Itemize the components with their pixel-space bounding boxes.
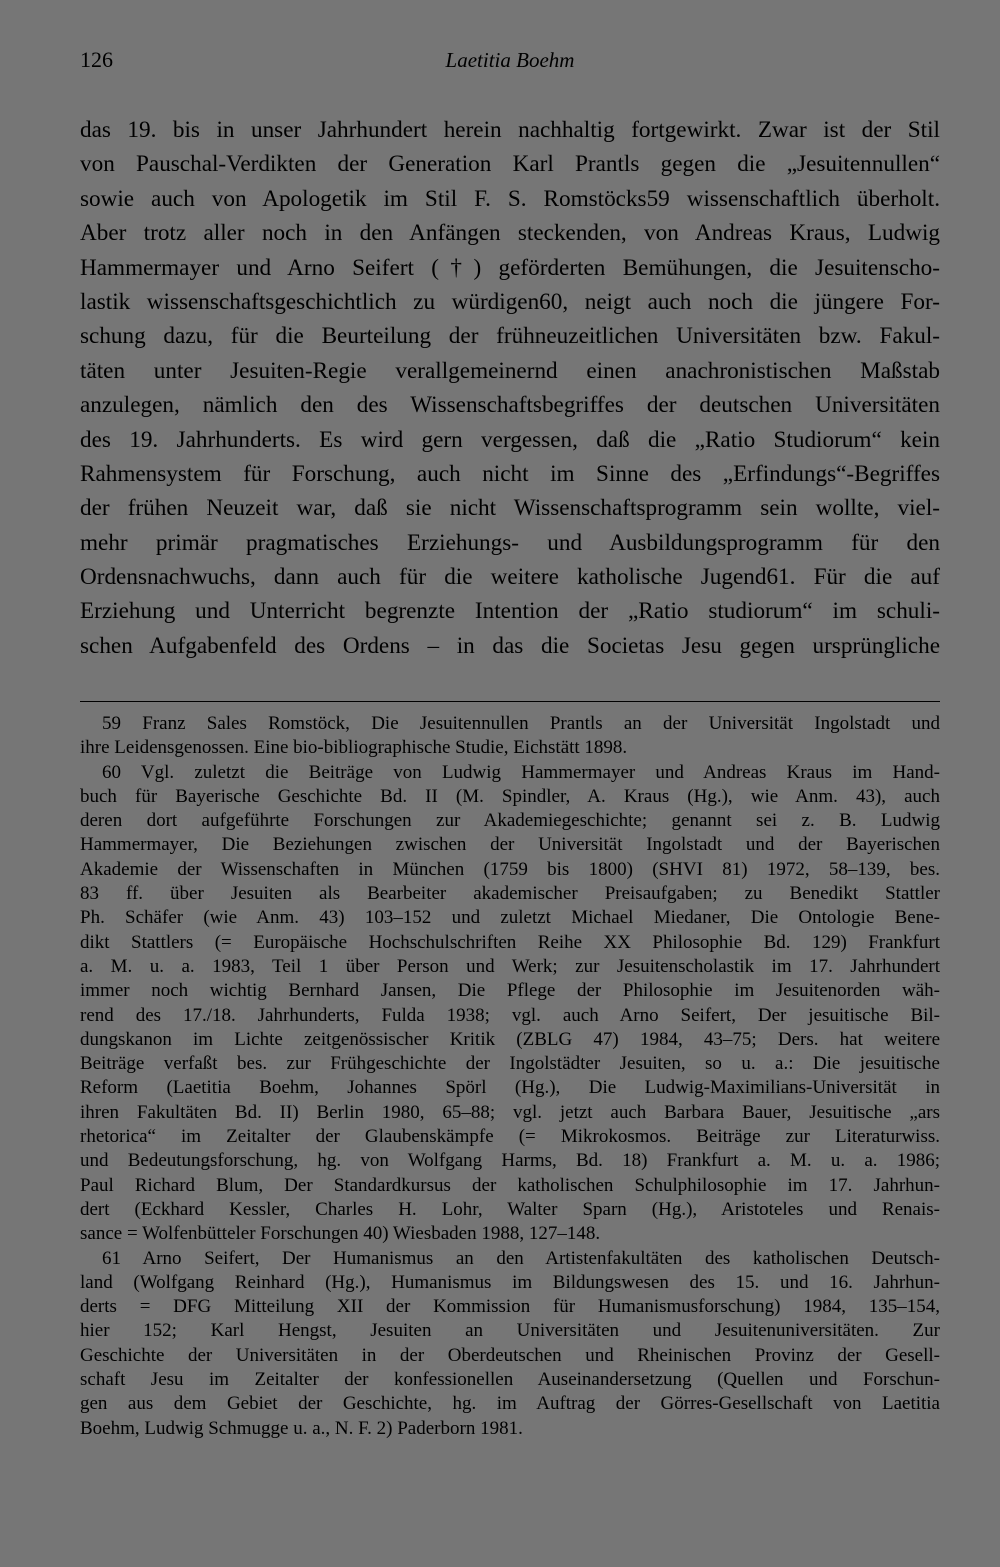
- footnote-line: Geschichte der Universitäten in der Oberdeutschen und Rheinischen Provinz der Gesell-: [80, 1344, 940, 1366]
- footnote-line: dungskanon im Lichte zeitgenössischer Kritik (ZBLG 47) 1984, 43–75; Ders. hat weitere: [80, 1028, 940, 1050]
- footnote-line: Hammermayer, Die Beziehungen zwischen der Universität Ingolstadt und der Bayerischen: [80, 834, 940, 856]
- body-line: Ordensnachwuchs, dann auch für die weitere katholische Jugend61. Für die auf: [80, 564, 940, 591]
- body-line: von Pauschal-Verdikten der Generation Karl Prantls gegen die „Jesuitennullen“: [80, 151, 940, 178]
- body-line: täten unter Jesuiten-Regie verallgemeinernd einen anachronistischen Maßstab: [80, 357, 940, 384]
- footnote-line: Ph. Schäfer (wie Anm. 43) 103–152 und zuletzt Michael Miedaner, Die Ontologie Bene-: [80, 907, 940, 929]
- body-line: Erziehung und Unterricht begrenzte Intention der „Ratio studiorum“ im schuli-: [80, 598, 940, 625]
- running-head: Laetitia Boehm: [445, 48, 575, 72]
- footnote-line: und Bedeutungsforschung, hg. von Wolfgang Harms, Bd. 18) Frankfurt a. M. u. a. 1986;: [80, 1150, 940, 1172]
- body-line: schen Aufgabenfeld des Ordens – in das die Societas Jesu gegen ursprüngliche: [80, 632, 940, 659]
- main-text: [80, 113, 940, 663]
- body-line: sowie auch von Apologetik im Stil F. S. Romstöcks59 wissenschaftlich überholt.: [80, 185, 940, 212]
- footnote-line: land (Wolfgang Reinhard (Hg.), Humanismus im Bildungswesen des 15. und 16. Jahrhun-: [80, 1271, 940, 1293]
- footnote-line: schaft Jesu im Zeitalter der konfessionellen Auseinandersetzung (Quellen und Forschun-: [80, 1369, 940, 1391]
- body-line: des 19. Jahrhunderts. Es wird gern vergessen, daß die „Ratio Studiorum“ kein: [80, 426, 940, 453]
- body-line: schung dazu, für die Beurteilung der frühneuzeitlichen Universitäten bzw. Fakul-: [80, 323, 940, 350]
- body-line: Rahmensystem für Forschung, auch nicht im Sinne des „Erfindungs“-Begriffes: [80, 460, 940, 487]
- footnote-line: buch für Bayerische Geschichte Bd. II (M. Spindler, A. Kraus (Hg.), wie Anm. 43), auch: [80, 785, 940, 807]
- body-line: der frühen Neuzeit war, daß sie nicht Wissenschaftsprogramm sein wollte, viel-: [80, 495, 940, 522]
- page-header: [80, 44, 940, 76]
- footnote-line: immer noch wichtig Bernhard Jansen, Die Pflege der Philosophie im Jesuitenorden wäh-: [80, 980, 940, 1002]
- body-line: anzulegen, nämlich den des Wissenschaftsbegriffes der deutschen Universitäten: [80, 392, 940, 419]
- footnote-line: 60 Vgl. zuletzt die Beiträge von Ludwig Hammermayer und Andreas Kraus im Hand-: [102, 761, 940, 783]
- footnote-line: Akademie der Wissenschaften in München (1759 bis 1800) (SHVI 81) 1972, 58–139, bes.: [80, 858, 940, 880]
- footnote-line: Paul Richard Blum, Der Standardkursus der katholischen Schulphilosophie im 17. Jahrhun-: [80, 1174, 940, 1196]
- footnote-line: ihre Leidensgenossen. Eine bio-bibliographische Studie, Eichstätt 1898.: [80, 737, 628, 759]
- footnote-line: 83 ff. über Jesuiten als Bearbeiter akademischer Preisaufgaben; zu Benedikt Stattler: [80, 883, 940, 905]
- footnote-line: dert (Eckhard Kessler, Charles H. Lohr, Walter Sparn (Hg.), Aristoteles und Renais-: [80, 1198, 940, 1220]
- body-line: mehr primär pragmatisches Erziehungs- und Ausbildungsprogramm für den: [80, 529, 940, 556]
- footnote-line: derts = DFG Mitteilung XII der Kommission für Humanismusforschung) 1984, 135–154,: [80, 1296, 940, 1318]
- footnote-line: Reform (Laetitia Boehm, Johannes Spörl (Hg.), Die Ludwig-Maximilians-Universität in: [80, 1077, 940, 1099]
- footnote-line: gen aus dem Gebiet der Geschichte, hg. im Auftrag der Görres-Gesellschaft von Laetitia: [80, 1393, 940, 1415]
- body-line: Hammermayer und Arno Seifert (†) geförderten Bemühungen, die Jesuitenscho-: [80, 254, 940, 281]
- footnote-line: Boehm, Ludwig Schmugge u. a., N. F. 2) Paderborn 1981.: [80, 1417, 523, 1439]
- footnote-line: 59 Franz Sales Romstöck, Die Jesuitennullen Prantls an der Universität Ingolstadt und: [102, 713, 940, 734]
- page-number: 126: [80, 47, 113, 72]
- body-line: Aber trotz aller noch in den Anfängen steckenden, von Andreas Kraus, Ludwig: [80, 220, 940, 247]
- footnote-line: Beiträge verfaßt bes. zur Frühgeschichte der Ingolstädter Jesuiten, so u. a.: Die jesuitische: [80, 1053, 940, 1075]
- footnote-line: rhetorica“ im Zeitalter der Glaubenskämpfe (= Mikrokosmos. Beiträge zur Literaturwiss.: [80, 1126, 940, 1148]
- footnote-line: hier 152; Karl Hengst, Jesuiten an Universitäten und Jesuitenuniversitäten. Zur: [80, 1320, 940, 1342]
- footnote-line: 61 Arno Seifert, Der Humanismus an den Artistenfakultäten des katholischen Deutsch-: [102, 1247, 940, 1269]
- footnote-line: rend des 17./18. Jahrhunderts, Fulda 1938; vgl. auch Arno Seifert, Der jesuitische Bil-: [80, 1004, 940, 1026]
- footnote-line: sance = Wolfenbütteler Forschungen 40) Wiesbaden 1988, 127–148.: [80, 1223, 601, 1245]
- footnote-divider: [80, 701, 940, 702]
- body-line: das 19. bis in unser Jahrhundert herein nachhaltig fortgewirkt. Zwar ist der Stil: [80, 117, 940, 143]
- footnote-line: a. M. u. a. 1983, Teil 1 über Person und Werk; zur Jesuitenscholastik im 17. Jahrhundert: [80, 955, 940, 977]
- footnotes: [80, 712, 940, 1441]
- footnote-line: ihren Fakultäten Bd. II) Berlin 1980, 65–88; vgl. jetzt auch Barbara Bauer, Jesuitische „ars: [80, 1101, 940, 1123]
- footnote-line: dikt Stattlers (= Europäische Hochschulschriften Reihe XX Philosophie Bd. 129) Frankfurt: [80, 931, 940, 953]
- footnote-line: deren dort aufgeführte Forschungen zur Akademiegeschichte; genannt sei z. B. Ludwig: [80, 810, 940, 832]
- body-line: lastik wissenschaftsgeschichtlich zu würdigen60, neigt auch noch die jüngere For-: [80, 288, 940, 315]
